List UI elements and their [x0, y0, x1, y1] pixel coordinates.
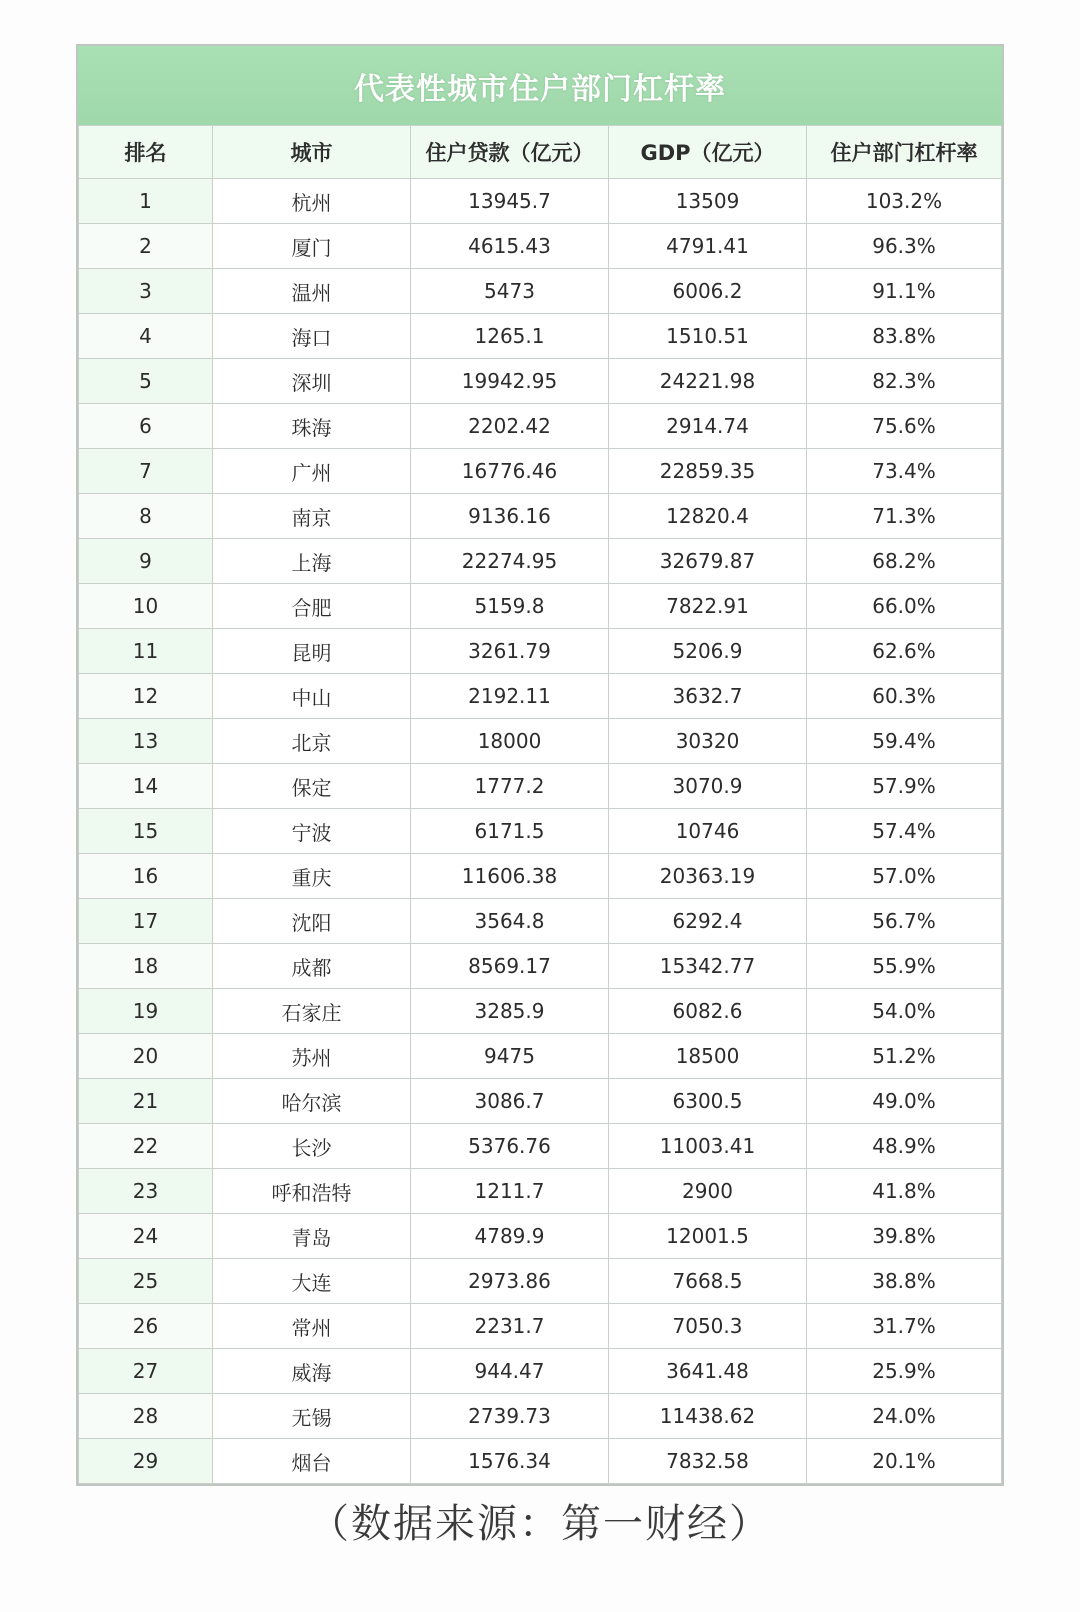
household-loans-cell: 3261.79 — [411, 629, 609, 674]
rank-cell: 19 — [79, 989, 213, 1034]
table-row — [79, 899, 1002, 944]
city-cell: 厦门 — [213, 224, 411, 269]
city-cell: 海口 — [213, 314, 411, 359]
household-loans-cell: 3564.8 — [411, 899, 609, 944]
rank-cell: 23 — [79, 1169, 213, 1214]
city-cell: 成都 — [213, 944, 411, 989]
leverage-ratio-cell: 103.2% — [807, 179, 1002, 224]
leverage-ratio-cell: 82.3% — [807, 359, 1002, 404]
city-cell: 重庆 — [213, 854, 411, 899]
city-cell: 青岛 — [213, 1214, 411, 1259]
rank-cell: 8 — [79, 494, 213, 539]
city-cell: 威海 — [213, 1349, 411, 1394]
gdp-cell: 7050.3 — [609, 1304, 807, 1349]
leverage-ratio-cell: 57.9% — [807, 764, 1002, 809]
gdp-cell: 24221.98 — [609, 359, 807, 404]
gdp-cell: 32679.87 — [609, 539, 807, 584]
city-cell: 广州 — [213, 449, 411, 494]
household-loans-cell: 1576.34 — [411, 1439, 609, 1484]
rank-cell: 5 — [79, 359, 213, 404]
table-row — [79, 449, 1002, 494]
leverage-ratio-cell: 62.6% — [807, 629, 1002, 674]
leverage-ratio-cell: 91.1% — [807, 269, 1002, 314]
household-loans-cell: 5159.8 — [411, 584, 609, 629]
gdp-cell: 10746 — [609, 809, 807, 854]
household-loans-cell: 4789.9 — [411, 1214, 609, 1259]
leverage-ratio-cell: 31.7% — [807, 1304, 1002, 1349]
rank-cell: 6 — [79, 404, 213, 449]
column-header-leverage-ratio: 住户部门杠杆率 — [807, 126, 1002, 179]
rank-cell: 29 — [79, 1439, 213, 1484]
city-cell: 昆明 — [213, 629, 411, 674]
household-loans-cell: 4615.43 — [411, 224, 609, 269]
table-body — [79, 179, 1002, 1484]
leverage-ratio-cell: 57.0% — [807, 854, 1002, 899]
rank-cell: 13 — [79, 719, 213, 764]
table-row — [79, 1169, 1002, 1214]
table-row — [79, 359, 1002, 404]
leverage-ratio-cell: 20.1% — [807, 1439, 1002, 1484]
city-cell: 石家庄 — [213, 989, 411, 1034]
household-loans-cell: 944.47 — [411, 1349, 609, 1394]
leverage-ratio-cell: 24.0% — [807, 1394, 1002, 1439]
rank-cell: 3 — [79, 269, 213, 314]
leverage-ratio-cell: 71.3% — [807, 494, 1002, 539]
city-cell: 苏州 — [213, 1034, 411, 1079]
table-row — [79, 1079, 1002, 1124]
table-row — [79, 809, 1002, 854]
gdp-cell: 12001.5 — [609, 1214, 807, 1259]
leverage-ratio-cell: 60.3% — [807, 674, 1002, 719]
gdp-cell: 11003.41 — [609, 1124, 807, 1169]
gdp-cell: 6300.5 — [609, 1079, 807, 1124]
city-cell: 保定 — [213, 764, 411, 809]
rank-cell: 22 — [79, 1124, 213, 1169]
table-row — [79, 1124, 1002, 1169]
gdp-cell: 1510.51 — [609, 314, 807, 359]
city-cell: 合肥 — [213, 584, 411, 629]
city-cell: 常州 — [213, 1304, 411, 1349]
gdp-cell: 15342.77 — [609, 944, 807, 989]
rank-cell: 18 — [79, 944, 213, 989]
column-header-household-loans: 住户贷款（亿元） — [411, 126, 609, 179]
city-cell: 杭州 — [213, 179, 411, 224]
table-row — [79, 629, 1002, 674]
data-source-note: （数据来源：第一财经） — [309, 1501, 771, 1547]
table-row — [79, 314, 1002, 359]
rank-cell: 14 — [79, 764, 213, 809]
rank-cell: 21 — [79, 1079, 213, 1124]
leverage-ratio-cell: 75.6% — [807, 404, 1002, 449]
table-row — [79, 989, 1002, 1034]
leverage-ratio-cell: 48.9% — [807, 1124, 1002, 1169]
city-cell: 无锡 — [213, 1394, 411, 1439]
city-cell: 北京 — [213, 719, 411, 764]
gdp-cell: 7822.91 — [609, 584, 807, 629]
city-cell: 中山 — [213, 674, 411, 719]
table-row — [79, 1439, 1002, 1484]
leverage-ratio-cell: 68.2% — [807, 539, 1002, 584]
city-cell: 烟台 — [213, 1439, 411, 1484]
city-cell: 温州 — [213, 269, 411, 314]
city-cell: 哈尔滨 — [213, 1079, 411, 1124]
leverage-ratio-cell: 41.8% — [807, 1169, 1002, 1214]
household-loans-cell: 2192.11 — [411, 674, 609, 719]
column-header-rank: 排名 — [79, 126, 213, 179]
leverage-ratio-cell: 54.0% — [807, 989, 1002, 1034]
household-loans-cell: 8569.17 — [411, 944, 609, 989]
gdp-cell: 5206.9 — [609, 629, 807, 674]
table-row — [79, 1304, 1002, 1349]
household-loans-cell: 18000 — [411, 719, 609, 764]
city-cell: 长沙 — [213, 1124, 411, 1169]
column-header-gdp: GDP（亿元） — [609, 126, 807, 179]
gdp-cell: 4791.41 — [609, 224, 807, 269]
gdp-cell: 3641.48 — [609, 1349, 807, 1394]
leverage-ratio-cell: 25.9% — [807, 1349, 1002, 1394]
city-cell: 深圳 — [213, 359, 411, 404]
gdp-cell: 3070.9 — [609, 764, 807, 809]
city-cell: 珠海 — [213, 404, 411, 449]
leverage-ratio-cell: 51.2% — [807, 1034, 1002, 1079]
table-row — [79, 584, 1002, 629]
table-row — [79, 944, 1002, 989]
household-loans-cell: 5376.76 — [411, 1124, 609, 1169]
leverage-ratio-cell: 56.7% — [807, 899, 1002, 944]
column-header-city: 城市 — [213, 126, 411, 179]
rank-cell: 15 — [79, 809, 213, 854]
gdp-cell: 2900 — [609, 1169, 807, 1214]
leverage-ratio-cell: 57.4% — [807, 809, 1002, 854]
table-title: 代表性城市住户部门杠杆率 — [78, 46, 1002, 125]
header-row — [79, 126, 1002, 179]
gdp-cell: 12820.4 — [609, 494, 807, 539]
household-loans-cell: 1265.1 — [411, 314, 609, 359]
leverage-ratio-cell: 73.4% — [807, 449, 1002, 494]
data-table-card — [76, 44, 1004, 1486]
rank-cell: 1 — [79, 179, 213, 224]
leverage-table — [78, 125, 1002, 1484]
household-loans-cell: 6171.5 — [411, 809, 609, 854]
gdp-cell: 18500 — [609, 1034, 807, 1079]
household-loans-cell: 2973.86 — [411, 1259, 609, 1304]
table-row — [79, 269, 1002, 314]
household-loans-cell: 2231.7 — [411, 1304, 609, 1349]
household-loans-cell: 1211.7 — [411, 1169, 609, 1214]
leverage-ratio-cell: 49.0% — [807, 1079, 1002, 1124]
gdp-cell: 7668.5 — [609, 1259, 807, 1304]
household-loans-cell: 2739.73 — [411, 1394, 609, 1439]
rank-cell: 26 — [79, 1304, 213, 1349]
rank-cell: 10 — [79, 584, 213, 629]
leverage-ratio-cell: 59.4% — [807, 719, 1002, 764]
household-loans-cell: 3285.9 — [411, 989, 609, 1034]
table-row — [79, 179, 1002, 224]
household-loans-cell: 1777.2 — [411, 764, 609, 809]
table-row — [79, 1214, 1002, 1259]
household-loans-cell: 2202.42 — [411, 404, 609, 449]
leverage-ratio-cell: 66.0% — [807, 584, 1002, 629]
table-row — [79, 1349, 1002, 1394]
table-row — [79, 764, 1002, 809]
leverage-ratio-cell: 55.9% — [807, 944, 1002, 989]
rank-cell: 7 — [79, 449, 213, 494]
household-loans-cell: 3086.7 — [411, 1079, 609, 1124]
rank-cell: 11 — [79, 629, 213, 674]
household-loans-cell: 16776.46 — [411, 449, 609, 494]
gdp-cell: 30320 — [609, 719, 807, 764]
gdp-cell: 6082.6 — [609, 989, 807, 1034]
leverage-ratio-cell: 96.3% — [807, 224, 1002, 269]
rank-cell: 24 — [79, 1214, 213, 1259]
table-row — [79, 224, 1002, 269]
household-loans-cell: 9136.16 — [411, 494, 609, 539]
table-row — [79, 1394, 1002, 1439]
rank-cell: 16 — [79, 854, 213, 899]
table-row — [79, 404, 1002, 449]
leverage-ratio-cell: 39.8% — [807, 1214, 1002, 1259]
rank-cell: 27 — [79, 1349, 213, 1394]
table-row — [79, 1034, 1002, 1079]
rank-cell: 12 — [79, 674, 213, 719]
household-loans-cell: 13945.7 — [411, 179, 609, 224]
gdp-cell: 2914.74 — [609, 404, 807, 449]
gdp-cell: 7832.58 — [609, 1439, 807, 1484]
table-row — [79, 539, 1002, 584]
gdp-cell: 6006.2 — [609, 269, 807, 314]
city-cell: 大连 — [213, 1259, 411, 1304]
table-row — [79, 494, 1002, 539]
table-row — [79, 674, 1002, 719]
rank-cell: 2 — [79, 224, 213, 269]
city-cell: 南京 — [213, 494, 411, 539]
gdp-cell: 13509 — [609, 179, 807, 224]
city-cell: 上海 — [213, 539, 411, 584]
household-loans-cell: 11606.38 — [411, 854, 609, 899]
household-loans-cell: 5473 — [411, 269, 609, 314]
city-cell: 宁波 — [213, 809, 411, 854]
gdp-cell: 22859.35 — [609, 449, 807, 494]
rank-cell: 20 — [79, 1034, 213, 1079]
table-row — [79, 719, 1002, 764]
table-row — [79, 1259, 1002, 1304]
gdp-cell: 11438.62 — [609, 1394, 807, 1439]
household-loans-cell: 22274.95 — [411, 539, 609, 584]
gdp-cell: 6292.4 — [609, 899, 807, 944]
rank-cell: 17 — [79, 899, 213, 944]
leverage-ratio-cell: 83.8% — [807, 314, 1002, 359]
city-cell: 沈阳 — [213, 899, 411, 944]
household-loans-cell: 19942.95 — [411, 359, 609, 404]
leverage-ratio-cell: 38.8% — [807, 1259, 1002, 1304]
gdp-cell: 3632.7 — [609, 674, 807, 719]
rank-cell: 4 — [79, 314, 213, 359]
rank-cell: 28 — [79, 1394, 213, 1439]
household-loans-cell: 9475 — [411, 1034, 609, 1079]
table-row — [79, 854, 1002, 899]
rank-cell: 25 — [79, 1259, 213, 1304]
city-cell: 呼和浩特 — [213, 1169, 411, 1214]
gdp-cell: 20363.19 — [609, 854, 807, 899]
rank-cell: 9 — [79, 539, 213, 584]
